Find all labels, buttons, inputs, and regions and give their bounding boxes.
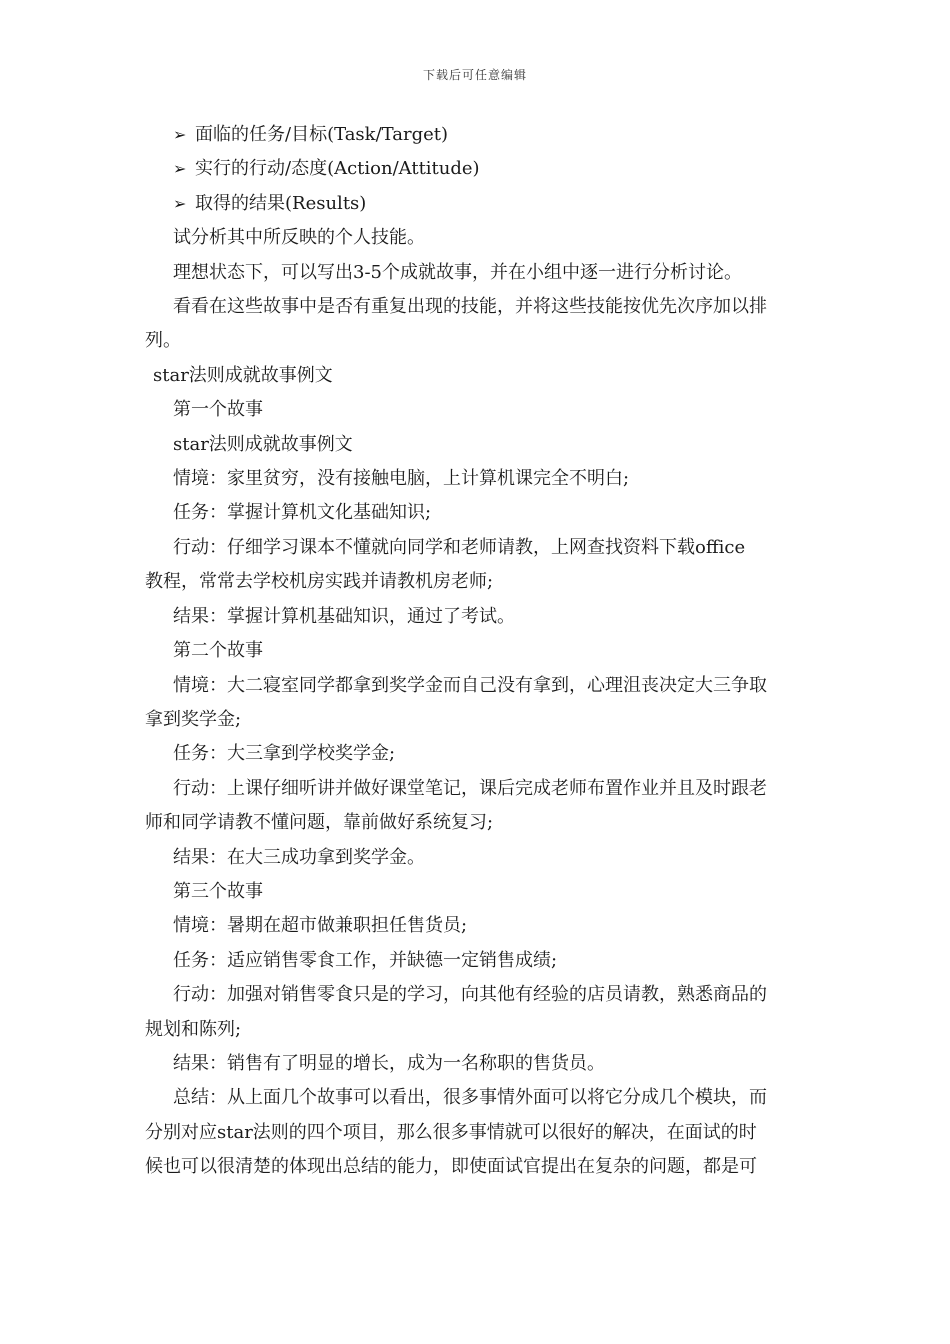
story-situation: 情境：家里贫穷，没有接触电脑，上计算机课完全不明白;	[173, 468, 630, 490]
bullet-text: 取得的结果(Results)	[195, 192, 367, 214]
story-result: 结果：在大三成功拿到奖学金。	[173, 846, 425, 868]
bullet-item-task	[145, 118, 807, 152]
bullet-text: 面临的任务/目标(Task/Target)	[195, 124, 449, 145]
bullet-item-results	[145, 187, 807, 221]
summary-line: 总结：从上面几个故事可以看出，很多事情外面可以将它分成几个模块，而	[173, 1087, 767, 1109]
paragraph-line: 理想状态下，可以写出3-5个成就故事，并在小组中逐一进行分析讨论。	[173, 261, 742, 283]
story-title: 第一个故事	[173, 399, 263, 421]
paragraph-line: 列。	[145, 330, 181, 352]
story-situation-cont: 拿到奖学金;	[145, 708, 242, 730]
summary-line: 分别对应star法则的四个项目，那么很多事情就可以很好的解决，在面试的时	[145, 1121, 757, 1143]
story-title: 第二个故事	[173, 640, 263, 662]
story-task: 任务：大三拿到学校奖学金;	[173, 743, 396, 765]
story-result: 结果：掌握计算机基础知识，通过了考试。	[173, 605, 515, 627]
paragraph-line: 看看在这些故事中是否有重复出现的技能，并将这些技能按优先次序加以排	[173, 296, 767, 318]
section-heading: star法则成就故事例文	[153, 364, 333, 386]
arrow-bullet-icon: ➢	[173, 159, 187, 179]
bullet-item-action	[145, 152, 807, 186]
story-task: 任务：适应销售零食工作，并缺德一定销售成绩;	[173, 949, 558, 971]
paragraph-line: 试分析其中所反映的个人技能。	[173, 227, 425, 249]
story-situation: 情境：暑期在超市做兼职担任售货员;	[173, 915, 468, 937]
summary-line: 候也可以很清楚的体现出总结的能力，即使面试官提出在复杂的问题，都是可	[145, 1156, 757, 1178]
document-body	[145, 118, 807, 1185]
arrow-bullet-icon: ➢	[173, 125, 187, 144]
story-subtitle: star法则成就故事例文	[173, 433, 353, 455]
story-task: 任务：掌握计算机文化基础知识;	[173, 502, 432, 524]
story-title: 第三个故事	[173, 880, 263, 902]
arrow-bullet-icon: ➢	[173, 193, 187, 213]
story-action-cont: 师和同学请教不懂问题，靠前做好系统复习;	[145, 812, 494, 834]
story-result: 结果：销售有了明显的增长，成为一名称职的售货员。	[173, 1052, 605, 1074]
story-action-cont: 教程，常常去学校机房实践并请教机房老师;	[145, 571, 494, 593]
bullet-text: 实行的行动/态度(Action/Attitude)	[195, 158, 480, 180]
story-action: 行动：仔细学习课本不懂就向同学和老师请教，上网查找资料下载office	[173, 536, 746, 558]
story-action: 行动：上课仔细听讲并做好课堂笔记，课后完成老师布置作业并且及时跟老	[173, 777, 767, 799]
story-action-cont: 规划和陈列;	[145, 1018, 242, 1040]
story-situation: 情境：大二寝室同学都拿到奖学金而自己没有拿到，心理沮丧决定大三争取	[173, 674, 767, 696]
story-action: 行动：加强对销售零食只是的学习，向其他有经验的店员请教，熟悉商品的	[173, 984, 767, 1006]
page-header: 下载后可任意编辑	[422, 68, 527, 82]
